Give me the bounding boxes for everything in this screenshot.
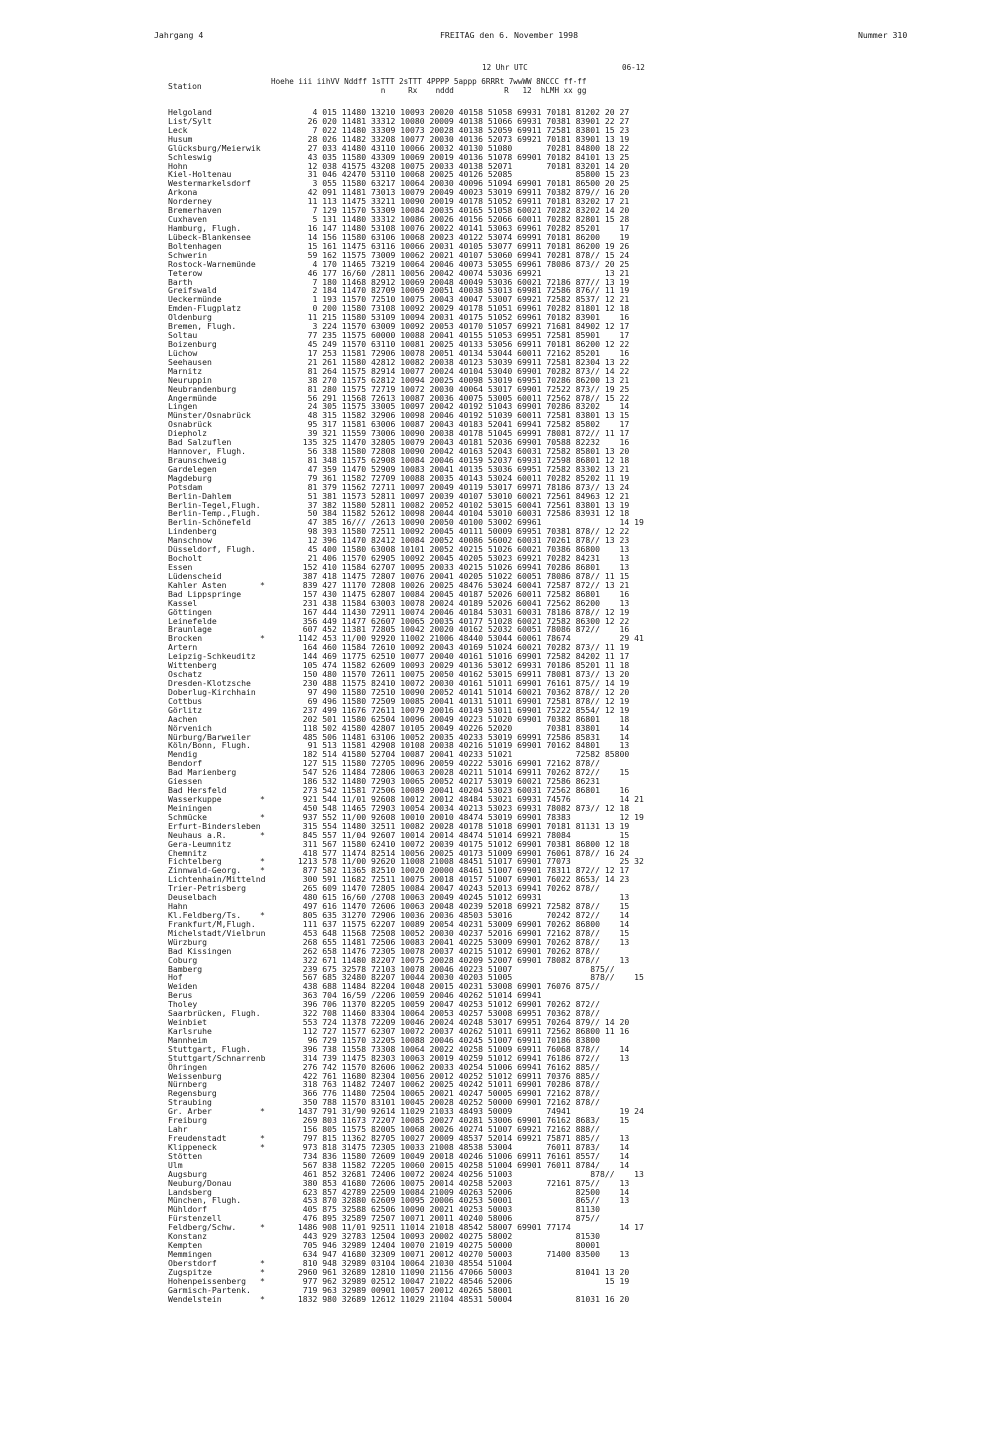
synop-values: 135 325 11470 32805 10079 20043 40181 52036 69901 70588 82232 16 (293, 437, 630, 448)
station-name: Neubrandenburg (168, 383, 237, 394)
synop-values: 118 502 41580 42807 10105 20049 40226 52020 70381 83801 14 (293, 722, 630, 733)
synop-values: 396 706 11370 82205 10059 20047 40253 51012 69901 70262 872// (293, 999, 600, 1010)
station-name: Saarbrücken, Flugh. (168, 1008, 261, 1019)
synop-values: 96 729 11570 32205 10088 20046 40245 51007 69911 70186 83800 (293, 1034, 600, 1045)
station-name: Wendelstein (168, 1293, 222, 1304)
synop-values: 322 708 11460 83304 10064 20053 40257 53008 69951 70362 878// (293, 1008, 600, 1019)
station-name: Osnabrück (168, 419, 212, 430)
station-name: Klippeneck (168, 1141, 217, 1152)
station-name: Zugspitze (168, 1266, 212, 1277)
station-name: Greifswald (168, 285, 217, 296)
station-name: Hahn (168, 901, 188, 912)
station-name: Teterow (168, 267, 203, 278)
synop-values: 810 948 32989 03104 10064 21030 48554 51004 (293, 1257, 513, 1268)
mountain-station-marker: * (260, 1133, 265, 1144)
synop-values: 497 616 11470 72606 10063 20048 40239 52018 69921 72582 878// 15 (293, 901, 630, 912)
station-name: Nörvenich (168, 722, 212, 733)
station-name: Ulm (168, 1159, 183, 1170)
station-name: Görlitz (168, 704, 203, 715)
station-name: Öhringen (168, 1061, 207, 1072)
station-name: Marnitz (168, 365, 203, 376)
synop-values: 356 449 11477 62607 10065 20035 40177 51028 60021 72582 86300 12 22 (293, 615, 630, 626)
synop-values: 28 026 11482 33208 10077 20030 40136 52073 69921 70181 83901 13 19 (293, 133, 630, 144)
synop-values: 567 838 11582 72205 10060 20015 40258 51004 69901 76011 8784/ 14 (293, 1159, 630, 1170)
mountain-station-marker: * (260, 633, 265, 644)
synop-values: 634 947 41680 32309 10071 20012 40270 50003 71400 83500 13 (293, 1249, 630, 1259)
station-name: Berlin-Temp.,Flugh. (168, 508, 261, 519)
synop-values: 5 131 11480 33312 10086 20026 40156 52066 60011 70282 82801 15 28 (293, 214, 630, 225)
mountain-station-marker: * (260, 1293, 265, 1304)
synop-values: 311 567 11580 62410 10072 20039 40175 51012 69901 70381 86800 12 18 (293, 838, 630, 849)
synop-values: 418 577 11474 82514 10056 20025 40173 51009 69901 76061 878// 16 24 (293, 847, 630, 858)
station-name: Bocholt (168, 553, 203, 564)
station-name: Lindenberg (168, 526, 217, 537)
synop-values: 186 532 11480 72903 10065 20052 40217 53019 60021 72586 86231 (293, 776, 600, 787)
station-name: Berlin-Schönefeld (168, 517, 251, 528)
synop-values: 27 033 41480 43110 10066 20032 40130 51080 70281 84800 18 22 (293, 142, 630, 153)
synop-values: 81 280 11575 72719 10072 20030 40064 53017 69901 72522 873// 19 25 (293, 383, 630, 394)
synop-values: 77 235 11575 60000 10088 20041 40155 51053 69951 72581 85901 17 (293, 330, 630, 341)
station-name: Hohn (168, 160, 188, 171)
synop-values: 239 675 32578 72103 10078 20046 40223 51007 875// (293, 963, 615, 974)
synop-values: 81 348 11575 62908 10084 20046 40159 52037 69931 72598 86801 12 18 (293, 454, 630, 465)
station-name: Münster/Osnabrück (168, 410, 251, 421)
station-name: Barth (168, 276, 193, 287)
station-name: Kahler Asten (168, 579, 227, 590)
synop-values: 237 499 11676 72611 10079 20016 40149 53011 69901 75222 8554/ 12 19 (293, 704, 630, 715)
station-name: Deuselbach (168, 892, 217, 903)
station-name: Bendorf (168, 758, 203, 769)
mountain-station-marker: * (260, 579, 265, 590)
synop-values: 182 514 41580 52704 10087 20041 40233 51021 72582 85800 (293, 749, 630, 760)
station-name: Stuttgart, Flugh. (168, 1043, 251, 1054)
station-name: Meiningen (168, 802, 212, 813)
synop-values: 112 727 11577 62307 10072 20037 40262 51011 69911 72562 86800 11 16 (293, 1025, 630, 1036)
synop-values: 45 400 11580 63008 10101 20052 40215 51026 60021 70386 86800 13 (293, 544, 630, 555)
station-name: Kl.Feldberg/Ts. (168, 909, 242, 920)
synop-values: 16 147 11480 53108 10076 20022 40141 53063 69961 70282 85201 17 (293, 222, 630, 233)
station-name: Göttingen (168, 606, 212, 617)
synop-values: 839 427 11170 72808 10026 20025 48476 53024 60041 72587 872// 13 21 (293, 579, 630, 590)
synop-values: 380 853 41680 72606 10075 20014 40258 52003 72161 875// 13 (293, 1177, 630, 1188)
station-name: Cottbus (168, 695, 203, 706)
station-name: Bad Hersfeld (168, 785, 227, 796)
station-name: Bad Kissingen (168, 945, 232, 956)
station-name: Lingen (168, 401, 198, 412)
synop-values: 485 506 11481 63106 10052 20035 40233 53019 69991 72586 85831 14 (293, 731, 630, 742)
synop-values: 50 384 11582 52612 10098 20044 40104 53010 60031 72586 83931 12 18 (293, 508, 630, 519)
station-name: Bremen, Flugh. (168, 321, 237, 332)
synop-values: 269 803 11673 72207 10085 20027 40281 53006 69901 76162 8683/ 15 (293, 1115, 630, 1126)
station-name: Berus (168, 990, 193, 1001)
station-name: Weinbiet (168, 1017, 207, 1028)
station-name: Bad Lippspringe (168, 588, 242, 599)
mountain-station-marker: * (260, 909, 265, 920)
station-name: Straubing (168, 1097, 212, 1108)
station-name: München, Flugh. (168, 1195, 242, 1206)
synop-values: 69 496 11580 72509 10085 20041 40131 51011 69901 72581 878// 12 19 (293, 695, 630, 706)
station-name: Potsdam (168, 481, 203, 492)
synop-values: 81 264 11575 82914 10077 20024 40104 53040 69901 70282 873// 14 22 (293, 365, 630, 376)
synop-values: 164 460 11584 72610 10092 20043 40169 51024 60021 70282 873// 11 19 (293, 642, 630, 653)
synop-values: 7 129 11570 53309 10084 20035 40165 51058 60021 70282 83202 14 20 (293, 205, 630, 216)
station-name: Leinefelde (168, 615, 217, 626)
synop-values: 47 385 16/// /2613 10090 20050 40100 53002 69961 14 19 (293, 517, 644, 528)
synop-values: 46 177 16/60 /2811 10056 20042 40074 53036 69921 13 21 (293, 267, 630, 278)
station-name: Neuburg/Donau (168, 1177, 232, 1188)
synop-values: 973 818 31475 72305 10033 21008 48538 53004 76011 8783/ 14 (293, 1141, 630, 1152)
synop-values: 167 444 11430 72911 10074 20046 40184 53031 60031 78186 878// 12 19 (293, 606, 630, 617)
synop-values: 11 215 11580 53109 10094 20031 40175 51052 69961 70182 83901 16 (293, 312, 630, 323)
station-name: Hamburg, Flugh. (168, 222, 242, 233)
synop-values: 56 338 11580 72808 10090 20042 40163 52043 60031 72582 85801 13 20 (293, 446, 630, 457)
synop-values: 805 635 31270 72906 10036 20036 48503 53016 70242 872// 14 (293, 909, 630, 920)
station-name: Manschnow (168, 535, 212, 546)
station-name: Berlin-Dahlem (168, 490, 232, 501)
station-name: Mannheim (168, 1034, 207, 1045)
station-name: Boltenhagen (168, 240, 222, 251)
synop-values: 719 963 32989 00901 10057 20012 40265 58001 (293, 1284, 513, 1295)
station-name: Husum (168, 133, 193, 144)
synop-values: 2960 961 32689 12810 11090 21156 47066 50003 81041 13 20 (293, 1266, 630, 1277)
mountain-station-marker: * (260, 856, 265, 867)
synop-values: 734 836 11580 72609 10049 20018 40246 51006 69911 76161 8557/ 14 (293, 1150, 630, 1161)
station-name: Aachen (168, 713, 198, 724)
station-name: Nürburg/Barweiler (168, 731, 251, 742)
synop-values: 937 552 11/00 92608 10010 20010 48474 53019 69901 78383 12 19 (293, 811, 644, 822)
synop-values: 37 382 11580 52811 10082 20052 40102 53015 60041 72561 83801 13 19 (293, 499, 630, 510)
station-name: Bamberg (168, 963, 203, 974)
station-name: Boizenburg (168, 338, 217, 349)
station-name: Feldberg/Schw. (168, 1222, 237, 1233)
station-name: Düsseldorf, Flugh. (168, 544, 256, 555)
synop-values: 553 724 11378 72209 10046 20024 40248 53017 69951 70264 879// 14 20 (293, 1017, 630, 1028)
synop-values: 157 430 11475 62807 10084 20045 40187 52026 60011 72582 86801 16 (293, 588, 630, 599)
station-name: Norderney (168, 196, 212, 207)
synop-values: 144 469 11775 62510 10077 20040 40161 51016 69901 72582 84202 11 17 (293, 651, 630, 662)
synop-values: 363 704 16/59 /2206 10059 20046 40262 51014 69941 (293, 990, 542, 1001)
station-name: Oschatz (168, 669, 203, 680)
station-name: Kassel (168, 597, 198, 608)
synop-values: 276 742 11570 82606 10062 20033 40254 51006 69941 76162 885// (293, 1061, 600, 1072)
station-name: Lübeck-Blankensee (168, 231, 251, 242)
station-name: Erfurt-Bindersleben (168, 820, 261, 831)
station-name: Memmingen (168, 1249, 212, 1259)
column-header-codes: Hoehe iii iihVV Nddff 1sTTT 2sTTT 4PPPP 5appp 6RRRt 7wwWW 8NCCC ff-ff (271, 77, 587, 86)
synop-values: 11 113 11475 33211 10090 20019 40178 51052 69911 70181 83202 17 21 (293, 196, 630, 207)
synop-values: 12 396 11470 82412 10084 20052 40086 56002 60031 70261 878// 13 23 (293, 535, 630, 546)
station-name: Frankfurt/M,Flugh. (168, 918, 256, 929)
station-name: Fichtelberg (168, 856, 222, 867)
station-name: Seehausen (168, 356, 212, 367)
synop-values: 705 946 32989 12404 10070 21019 40275 50000 80001 (293, 1240, 600, 1251)
synop-values: 1437 791 31/90 92614 11029 21033 48493 50009 74941 19 24 (293, 1106, 644, 1117)
synop-values: 152 410 11584 62707 10095 20033 40215 51026 69941 70286 86801 13 (293, 562, 630, 573)
station-name: Mühldorf (168, 1204, 207, 1215)
station-name: Soltau (168, 330, 198, 341)
synop-values: 300 591 11682 72511 10075 20018 40157 51007 69901 76022 8653/ 14 23 (293, 874, 630, 885)
station-name: Bad Marienberg (168, 767, 237, 778)
station-name: Wasserkuppe (168, 793, 222, 804)
synop-values: 231 438 11584 63003 10078 20024 40189 52026 60041 72562 86200 13 (293, 597, 630, 608)
synop-values: 7 022 11480 33309 10073 20028 40138 52059 69911 72581 83801 15 23 (293, 124, 630, 135)
station-name: Fürstenzell (168, 1213, 222, 1224)
station-name: Mendig (168, 749, 198, 760)
station-name: Oldenburg (168, 312, 212, 323)
station-name: Würzburg (168, 936, 207, 947)
mountain-station-marker: * (260, 1141, 265, 1152)
station-name: Zinnwald-Georg. (168, 865, 242, 876)
synop-values: 202 501 11580 62504 10096 20049 40223 51020 69901 70382 86801 18 (293, 713, 630, 724)
station-name: Kempten (168, 1240, 203, 1251)
synop-values: 24 305 11575 33005 10097 20042 40192 51043 69901 70286 83202 14 (293, 401, 630, 412)
station-name: Essen (168, 562, 193, 573)
synop-values: 97 490 11580 72510 10090 20052 40141 51014 60021 70362 878// 12 20 (293, 686, 630, 697)
synop-values: 51 381 11573 52811 10097 20039 40107 53010 60021 72561 84963 12 21 (293, 490, 630, 501)
station-name: Oberstdorf (168, 1257, 217, 1268)
synop-values: 422 761 11680 82304 10056 20012 40252 51012 69911 70376 885// (293, 1070, 600, 1081)
synop-values: 26 020 11481 33312 10080 20009 40138 51066 69931 70381 83901 22 27 (293, 115, 630, 126)
station-name: Gr. Arber (168, 1106, 212, 1117)
station-name: Leipzig-Schkeuditz (168, 651, 256, 662)
station-name: Leck (168, 124, 188, 135)
station-name: Artern (168, 642, 198, 653)
synop-values: 366 776 11480 72504 10065 20021 40247 50005 69901 72162 878// (293, 1088, 600, 1099)
synop-values: 3 224 11570 63009 10092 20053 40170 51057 69921 71681 84902 12 17 (293, 321, 630, 332)
synop-values: 845 557 11/04 92607 10014 20014 48474 51014 69921 78084 15 (293, 829, 630, 840)
station-name: Giessen (168, 776, 203, 787)
synop-values: 322 671 11480 82207 10075 20028 40209 52007 69901 78082 878// 13 (293, 954, 630, 965)
station-name: Rostock-Warnemünde (168, 258, 256, 269)
synop-values: 977 962 32989 02512 10047 21022 48546 52006 15 19 (293, 1275, 630, 1286)
station-name: Westermarkelsdorf (168, 178, 251, 189)
station-name: Schmücke (168, 811, 207, 822)
synop-values: 480 615 16/60 /2708 10063 20049 40245 51012 69931 13 (293, 892, 630, 903)
synop-values: 4 170 11465 73219 10064 20046 40073 53055 69961 78086 873// 20 25 (293, 258, 630, 269)
synop-values: 1 193 11570 72510 10075 20043 40047 53007 69921 72582 8537/ 12 21 (293, 294, 630, 305)
synop-values: 476 895 32589 72507 10071 20011 40240 58006 875// (293, 1213, 600, 1224)
station-name: Dresden-Klotzsche (168, 678, 251, 688)
station-name: Köln/Bonn, Flugh. (168, 740, 251, 751)
station-name: Bad Salzuflen (168, 437, 232, 448)
mountain-station-marker: * (260, 793, 265, 804)
station-name: List/Sylt (168, 115, 212, 126)
station-name: Braunschweig (168, 454, 227, 465)
synop-values: 265 609 11470 72805 10084 20047 40243 52013 69941 70262 878// (293, 883, 600, 894)
station-name: Schwerin (168, 249, 207, 260)
synop-values: 350 788 11570 83101 10045 20028 40252 50000 69901 72162 878// (293, 1097, 600, 1108)
synop-values: 42 091 11481 73013 10079 20049 40023 53019 69911 70382 879// 16 20 (293, 187, 630, 198)
station-name: Hohenpeissenberg (168, 1275, 246, 1286)
synop-values: 268 655 11481 72506 10083 20041 40225 53009 69901 70262 878// 13 (293, 936, 630, 947)
synop-values: 95 317 11581 63006 10087 20043 40183 52041 69941 72582 85802 17 (293, 419, 630, 430)
station-name: Bremerhaven (168, 205, 222, 216)
synop-values: 17 253 11581 72906 10078 20051 40134 53044 60011 72162 85201 16 (293, 347, 630, 358)
synop-values: 273 542 11581 72506 10089 20041 40204 53023 60031 72562 86801 16 (293, 785, 630, 796)
synop-values: 230 488 11575 82410 10072 20030 40161 51011 69901 76161 875// 14 19 (293, 678, 630, 688)
synop-values: 91 513 11581 42908 10108 20038 40216 51019 69901 70162 84801 13 (293, 740, 630, 751)
synop-values: 1142 453 11/00 92920 11002 21006 48440 53044 60061 78674 29 41 (293, 633, 644, 644)
synop-values: 2 184 11470 82709 10069 20051 40038 53013 69981 72586 876// 11 19 (293, 285, 630, 296)
synop-values: 623 857 42789 22509 10084 21009 40263 52006 82500 14 (293, 1186, 630, 1197)
synop-values: 7 180 11468 82912 10069 20048 40049 53036 60021 72186 877// 13 19 (293, 276, 630, 287)
station-name: Weiden (168, 981, 198, 992)
station-name: Konstanz (168, 1231, 207, 1242)
station-name: Neuhaus a.R. (168, 829, 227, 840)
synop-values: 567 685 32480 82207 10044 20030 40203 51005 878// 15 (293, 972, 644, 983)
mountain-station-marker: * (260, 811, 265, 822)
mountain-station-marker: * (260, 1106, 265, 1117)
station-name: Lüchow (168, 347, 198, 358)
station-name: Gera-Leumnitz (168, 838, 232, 849)
station-name: Weissenburg (168, 1070, 222, 1081)
synop-values: 105 474 11582 62609 10093 20029 40136 53012 69931 70186 85201 11 18 (293, 660, 630, 671)
station-name: Cuxhaven (168, 214, 207, 225)
synop-values: 262 658 11476 72305 10078 20037 40215 51012 69901 70262 878// (293, 945, 600, 956)
station-name: Ueckermünde (168, 294, 222, 305)
station-name: Stuttgart/Schnarrenb (168, 1052, 266, 1063)
synop-values: 14 156 11580 63106 10068 20023 40122 53074 69991 70181 86200 19 (293, 231, 630, 242)
column-header-subcodes: n Rx nddd R 12 hLMH xx gg (271, 86, 587, 95)
station-name: Lahr (168, 1124, 188, 1135)
station-name: Trier-Petrisberg (168, 883, 246, 894)
synop-values: 453 870 32880 62609 10095 20006 40253 50001 865// 13 (293, 1195, 630, 1206)
station-name: Freiburg (168, 1115, 207, 1126)
station-name: Diepholz (168, 428, 207, 439)
synop-values: 405 875 32588 62506 10090 20021 40253 50003 81130 (293, 1204, 600, 1215)
station-name: Kiel-Holtenau (168, 169, 232, 180)
station-name: Chemnitz (168, 847, 207, 858)
synop-values: 38 270 11575 62812 10094 20025 40098 53019 69951 70286 86200 13 21 (293, 374, 630, 385)
synop-values: 453 648 11568 72508 10052 20030 40237 52016 69901 72162 878// 15 (293, 927, 630, 938)
station-column-header: Station (168, 82, 202, 91)
mountain-station-marker: * (260, 1222, 265, 1233)
station-name: Freudenstadt (168, 1133, 227, 1144)
station-name: Tholey (168, 999, 198, 1010)
station-name: Wittenberg (168, 660, 217, 671)
station-name: Brocken (168, 633, 203, 644)
issue-date: FREITAG den 6. November 1998 (440, 30, 579, 40)
synop-values: 315 554 11480 32511 10082 20028 40178 51018 69901 70181 81131 13 19 (293, 820, 630, 831)
issue-number: Nummer 310 (858, 30, 908, 40)
synop-values: 0 200 11580 73108 10092 20029 40178 51051 69961 70282 81801 12 18 (293, 303, 630, 314)
synop-values: 314 739 11475 82303 10063 20019 40259 51012 69941 76186 872// 13 (293, 1052, 630, 1063)
synop-values: 318 763 11482 72407 10062 20025 40242 51011 69901 70286 878// (293, 1079, 600, 1090)
synop-values: 15 161 11475 63116 10066 20031 40105 53077 69911 70181 86200 19 26 (293, 240, 630, 251)
station-name: Garmisch-Partenk. (168, 1284, 251, 1295)
station-name: Magdeburg (168, 472, 212, 483)
station-name: Karlsruhe (168, 1025, 212, 1036)
station-name: Augsburg (168, 1168, 207, 1179)
synop-values: 21 261 11580 42812 10082 20038 40123 53039 69911 72581 82304 13 22 (293, 356, 630, 367)
station-name: Regensburg (168, 1088, 217, 1099)
synop-values: 156 805 11575 82005 10068 20026 40274 51007 69921 72162 888// (293, 1124, 600, 1135)
synop-values: 48 315 11582 32906 10098 20046 40192 51039 60011 72581 83801 13 15 (293, 410, 630, 421)
station-name: Neuruppin (168, 374, 212, 385)
synop-values: 438 688 11484 82204 10048 20015 40231 53008 69901 76076 875// (293, 981, 600, 992)
synop-values: 98 393 11580 72511 10092 20045 40111 50009 69951 70381 878// 12 22 (293, 526, 630, 537)
synop-values: 4 015 11480 13210 10093 20020 40158 51058 69931 70181 81202 20 27 (293, 107, 630, 117)
synop-values: 59 162 11575 73009 10062 20021 40107 53060 69941 70281 878// 15 24 (293, 249, 630, 260)
station-name: Nürnberg (168, 1079, 207, 1090)
station-name: Braunlage (168, 624, 212, 635)
synop-values: 47 359 11470 52909 10083 20041 40135 53036 69951 72582 83302 13 21 (293, 463, 630, 474)
synop-values: 877 582 11365 82510 10020 20000 48461 51007 69901 78311 872// 12 17 (293, 865, 630, 876)
station-name: Lüdenscheid (168, 570, 222, 581)
mountain-station-marker: * (260, 865, 265, 876)
synop-values: 39 321 11559 73006 10090 20038 40178 51045 69991 78081 872// 11 17 (293, 428, 630, 439)
synop-values: 396 738 11558 73308 10064 20022 40258 51009 69911 76068 878// 14 (293, 1043, 630, 1054)
synop-values: 150 480 11570 72611 10075 20050 40162 53015 69911 78081 873// 13 20 (293, 669, 630, 680)
synop-values: 607 452 11381 72805 10042 20020 40162 52032 60051 78086 872// 16 (293, 624, 630, 635)
synop-values: 797 815 11362 82705 10027 20009 48537 52014 69921 75871 885// 13 (293, 1133, 630, 1144)
station-name: Hof (168, 972, 183, 983)
synop-values: 111 637 11575 62207 10089 20054 40231 53009 69901 70262 86800 14 (293, 918, 630, 929)
synop-values: 3 055 11580 63217 10064 20030 40096 51094 69901 70181 86500 20 25 (293, 178, 630, 189)
station-name: Helgoland (168, 107, 212, 117)
station-name: Glücksburg/Meierwik (168, 142, 261, 153)
station-name: Emden-Flugplatz (168, 303, 242, 314)
station-name: Hannover, Flugh. (168, 446, 246, 457)
station-name: Landsberg (168, 1186, 212, 1197)
synop-values: 12 038 41575 43208 10075 20033 40138 52071 70181 83201 14 20 (293, 160, 630, 171)
station-name: Stötten (168, 1150, 203, 1161)
synop-values: 461 852 32681 72406 10072 20024 40256 51003 878// 13 (293, 1168, 644, 1179)
synop-values: 1832 980 32689 12612 11029 21104 48531 50004 81031 16 20 (293, 1293, 630, 1304)
synop-values: 1486 908 11/01 92511 11014 21018 48542 58007 69901 77174 14 17 (293, 1222, 644, 1233)
synop-values: 45 249 11570 63110 10081 20025 40133 53056 69911 70181 86200 12 22 (293, 338, 630, 349)
mountain-station-marker: * (260, 1275, 265, 1286)
synop-values: 79 361 11582 72709 10088 20035 40143 53024 60011 70282 85202 11 19 (293, 472, 630, 483)
synop-values: 387 418 11475 72807 10076 20041 40205 51022 60051 78086 878// 11 15 (293, 570, 630, 581)
synop-values: 443 929 32783 12504 10093 20002 40275 58002 81530 (293, 1231, 600, 1242)
synop-values: 43 035 11580 43309 10069 20019 40136 51078 69901 70182 84101 13 25 (293, 151, 630, 162)
station-name: Angermünde (168, 392, 217, 403)
station-name: Michelstadt/Vielbrun (168, 927, 266, 938)
synop-values: 1213 578 11/00 92620 11008 21008 48451 51017 69901 77073 25 32 (293, 856, 644, 867)
station-name: Schleswig (168, 151, 212, 162)
mountain-station-marker: * (260, 1266, 265, 1277)
station-name: Gardelegen (168, 463, 217, 474)
synop-values: 56 291 11568 72613 10087 20036 40075 53005 60011 72562 878// 15 22 (293, 392, 630, 403)
station-name: Coburg (168, 954, 198, 965)
station-name: Lichtenhain/Mittelnd (168, 874, 266, 885)
station-name: Arkona (168, 187, 198, 198)
station-name: Doberlug-Kirchhain (168, 686, 256, 697)
report-period-code: 06-12 (622, 63, 645, 72)
mountain-station-marker: * (260, 829, 265, 840)
synop-values: 127 515 11580 72705 10096 20059 40222 53016 69901 72162 878// (293, 758, 600, 769)
synop-values: 31 046 42470 53110 10068 20025 40126 52085 85800 15 23 (293, 169, 630, 180)
synop-values: 81 379 11562 72711 10097 20049 40119 53017 69971 78186 873// 13 24 (293, 481, 630, 492)
synop-values: 450 548 11465 72903 10054 20034 40213 53023 69931 78082 873// 12 18 (293, 802, 630, 813)
station-name: Berlin-Tegel,Flugh. (168, 499, 261, 510)
synop-values: 547 526 11484 72806 10063 20028 40211 51014 69911 70262 872// 15 (293, 767, 630, 778)
synop-values: 921 544 11/01 92608 10012 20012 48484 53021 69931 74576 14 21 (293, 793, 644, 804)
mountain-station-marker: * (260, 1257, 265, 1268)
issue-volume: Jahrgang 4 (154, 30, 204, 40)
observation-time: 12 Uhr UTC (482, 63, 528, 72)
synop-values: 21 406 11570 62905 10092 20045 40205 53023 69921 70282 84231 13 (293, 553, 630, 564)
